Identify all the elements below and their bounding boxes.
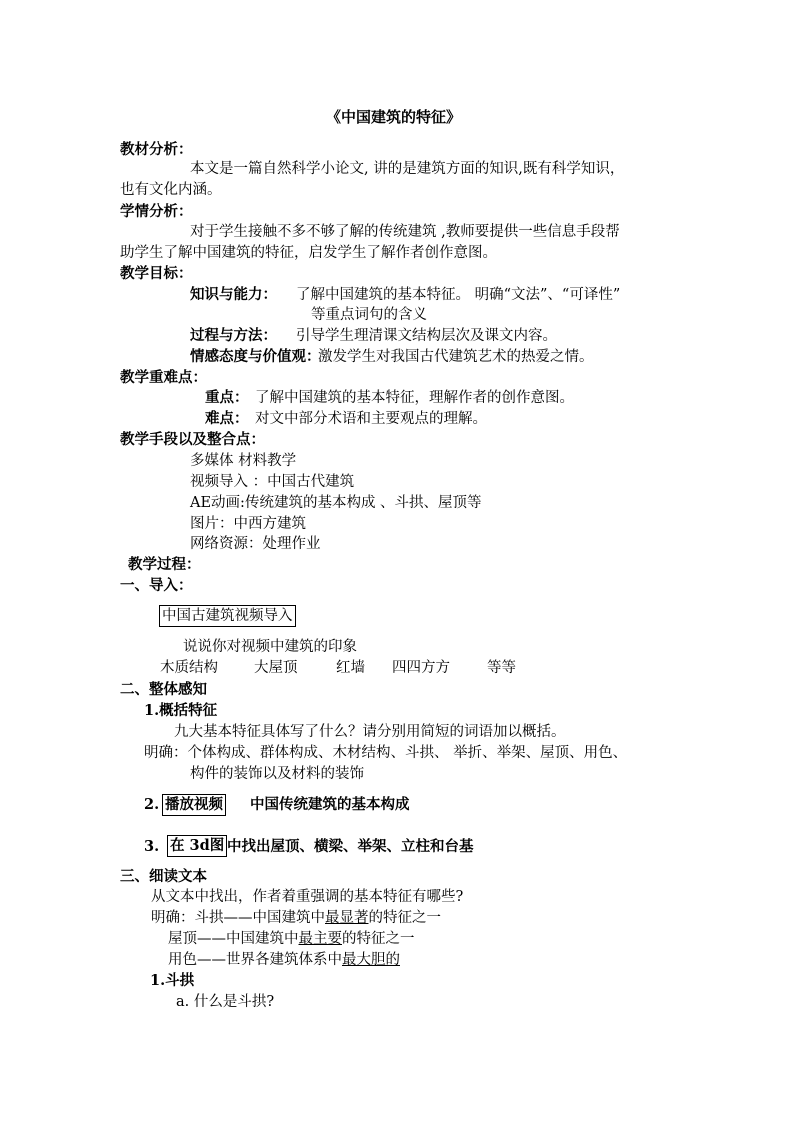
means-item: 多媒体 材料教学 bbox=[190, 453, 297, 469]
reading-answer-3-pre: 用色——世界各建筑体系中 bbox=[168, 952, 342, 968]
reading-heading: 三、细读文本 bbox=[120, 868, 207, 885]
situation-line-1: 对于学生接触不多不够了解的传统建筑 ,教师要提供一些信息手段帮 bbox=[190, 224, 620, 240]
impression-word: 等等 bbox=[487, 660, 516, 676]
summary-heading: 1.概括特征 bbox=[144, 702, 218, 719]
reading-question: 从文本中找出，作者着重强调的基本特征有哪些? bbox=[151, 889, 464, 905]
means-item: 网络资源：处理作业 bbox=[190, 536, 321, 552]
reading-answer-2 bbox=[168, 929, 415, 949]
key-point-label: 重点： bbox=[205, 389, 249, 406]
goal-emotion-label: 情感态度与价值观： bbox=[190, 348, 321, 365]
situation-line-2: 助学生了解中国建筑的特征，启发学生了解作者创作意图。 bbox=[120, 245, 497, 261]
goal-knowledge-text-2: 等重点词句的含义 bbox=[311, 307, 427, 323]
reading-answer-1 bbox=[151, 908, 441, 928]
summary-answer-1: 明确：个体构成、群体构成、木材结构、斗拱、 举折、举架、屋顶、用色、 bbox=[144, 745, 628, 761]
dougong-heading: 1.斗拱 bbox=[150, 972, 195, 989]
intro-heading: 一、导入： bbox=[120, 577, 193, 594]
goals-heading: 教学目标： bbox=[120, 265, 193, 282]
goal-knowledge-label: 知识与能力： bbox=[190, 286, 277, 303]
process-heading: 教学过程： bbox=[128, 556, 201, 573]
impression-word: 红墙 bbox=[336, 660, 365, 676]
impression-word: 木质结构 bbox=[160, 660, 218, 676]
overall-heading: 二、整体感知 bbox=[120, 681, 207, 698]
play-video-box: 播放视频 bbox=[162, 794, 226, 816]
step-3-number: 3. bbox=[144, 838, 160, 855]
keypoints-heading: 教学重难点： bbox=[120, 369, 207, 386]
step-2-number: 2. bbox=[144, 796, 160, 813]
impression-word: 大屋顶 bbox=[254, 660, 298, 676]
reading-answer-1-emphasis: 最显著 bbox=[325, 910, 369, 926]
intro-video-box: 中国古建筑视频导入 bbox=[159, 605, 296, 627]
goal-process-text: 引导学生理清课文结构层次及课文内容。 bbox=[296, 328, 557, 344]
reading-answer-1-post: 的特征之一 bbox=[368, 910, 441, 926]
summary-answer-2: 构件的装饰以及材料的装饰 bbox=[190, 766, 364, 782]
situation-heading: 学情分析： bbox=[120, 203, 193, 220]
means-item: 图片：中西方建筑 bbox=[190, 516, 306, 532]
reading-answer-2-post: 的特征之一 bbox=[342, 931, 415, 947]
reading-answer-2-pre: 屋顶——中国建筑中 bbox=[168, 931, 299, 947]
means-heading: 教学手段以及整合点： bbox=[120, 431, 265, 448]
goal-knowledge-text: 了解中国建筑的基本特征。 明确“文法”、“可译性” bbox=[296, 287, 621, 303]
3d-model-box: 在 3d图 bbox=[167, 835, 227, 857]
intro-prompt: 说说你对视频中建筑的印象 bbox=[183, 639, 357, 655]
reading-answer-1-pre: 明确：斗拱——中国建筑中 bbox=[151, 910, 325, 926]
step-3-text: 中找出屋顶、横梁、举架、立柱和台基 bbox=[227, 838, 474, 855]
means-item: 视频导入 ：中国古代建筑 bbox=[190, 474, 355, 490]
step-2-text: 中国传统建筑的基本构成 bbox=[250, 796, 410, 813]
analysis-line-1: 本文是一篇自然科学小论文, 讲的是建筑方面的知识,既有科学知识， bbox=[190, 161, 625, 177]
analysis-heading: 教材分析： bbox=[120, 141, 193, 158]
summary-question: 九大基本特征具体写了什么？请分别用简短的词语加以概括。 bbox=[174, 724, 566, 740]
reading-answer-3 bbox=[168, 950, 400, 970]
key-point-text: 了解中国建筑的基本特征，理解作者的创作意图。 bbox=[255, 390, 574, 406]
impression-word: 四四方方 bbox=[392, 660, 450, 676]
dougong-question: a. 什么是斗拱? bbox=[176, 994, 275, 1010]
difficulty-label: 难点： bbox=[205, 410, 249, 427]
page-title: 《中国建筑的特征》 bbox=[326, 108, 462, 126]
goal-emotion-text: 激发学生对我国古代建筑艺术的热爱之情。 bbox=[318, 349, 594, 365]
reading-answer-3-emphasis: 最大胆的 bbox=[342, 952, 400, 968]
analysis-line-2: 也有文化内涵。 bbox=[120, 182, 222, 198]
goal-process-label: 过程与方法： bbox=[190, 327, 277, 344]
means-item: AE动画:传统建筑的基本构成 、斗拱、屋顶等 bbox=[190, 495, 482, 511]
reading-answer-2-emphasis: 最主要 bbox=[298, 931, 342, 947]
difficulty-text: 对文中部分术语和主要观点的理解。 bbox=[255, 411, 487, 427]
